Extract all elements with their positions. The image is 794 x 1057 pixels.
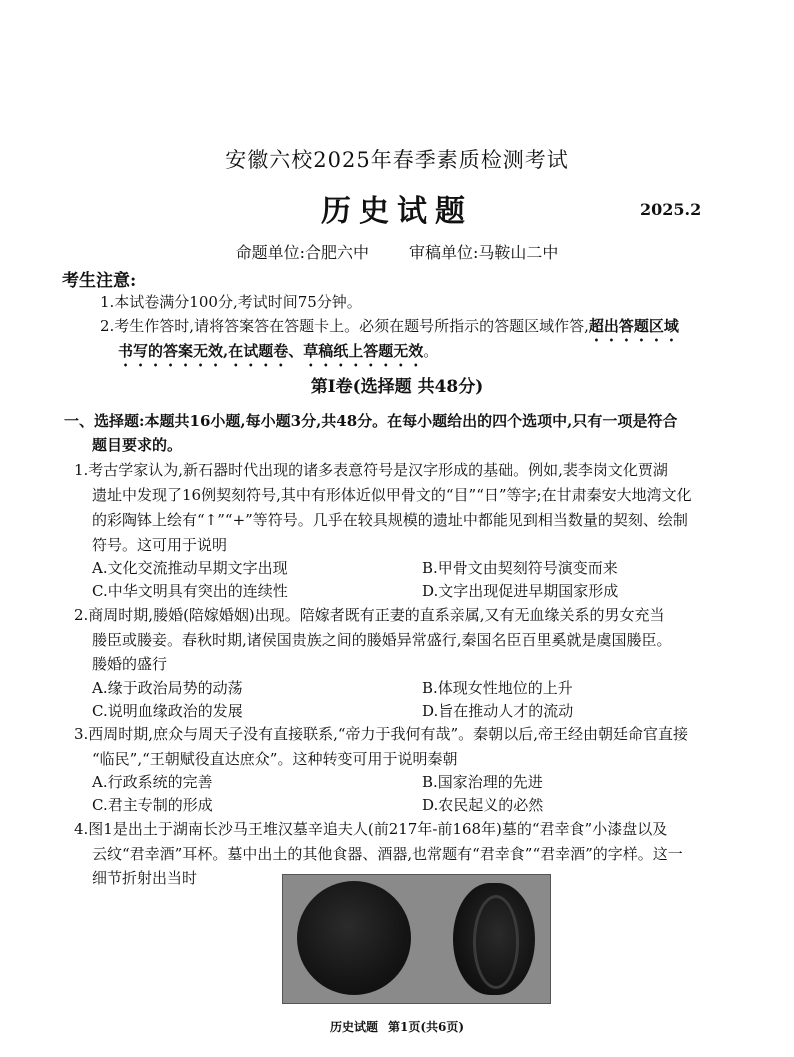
- notice-item-2-end: 。: [423, 342, 439, 360]
- q2-option-c: C.说明血缘政治的发展: [92, 702, 243, 720]
- footer-subject: 历史试题: [329, 1020, 378, 1034]
- q3-option-b: B.国家治理的先进: [422, 773, 543, 791]
- q1-option-b: B.甲骨文由契刻符号演变而来: [422, 559, 618, 577]
- exam-date: 2025.2: [640, 200, 702, 219]
- q4-stem-line-1: 4.图1是出土于湖南长沙马王堆汉墓辛追夫人(前217年-前168年)墓的“君幸食”小漆盘以及: [74, 820, 668, 838]
- q4-stem-line-3: 细节折射出当时: [92, 869, 198, 887]
- exam-title: 历史试题: [321, 194, 473, 229]
- q2-option-d: D.旨在推动人才的流动: [422, 702, 574, 720]
- q3-stem-line-2: “临民”,“王朝赋役直达庶众”。这种转变可用于说明秦朝: [92, 750, 458, 768]
- q3-stem-line-1: 3.西周时期,庶众与周天子没有直接联系,“帝力于我何有哉”。秦朝以后,帝王经由朝廷命官直接: [74, 725, 688, 743]
- notice-item-2-text: 2.考生作答时,请将答案答在答题卡上。必须在题号所指示的答题区域作答,: [100, 317, 589, 335]
- notice-heading: 考生注意:: [62, 271, 137, 291]
- q3-option-d: D.农民起义的必然: [422, 796, 544, 814]
- proposer-unit: 命题单位:合肥六中: [235, 243, 369, 262]
- notice-item-2-emphasis-b: 书写的答案无效,在试题卷、草稿纸上答题无效: [118, 342, 424, 360]
- notice-item-1: 1.本试卷满分100分,考试时间75分钟。: [100, 293, 362, 311]
- page-footer: [0, 1018, 794, 1035]
- q2-stem-line-1: 2.商周时期,媵婚(陪嫁婚姻)出现。陪嫁者既有正妻的直系亲属,又有无血缘关系的男女充当: [74, 606, 665, 624]
- footer-page-number: 第1页(共6页): [387, 1020, 465, 1034]
- figure-lacquerware-photo: [282, 874, 551, 1004]
- lacquer-plate-image: [297, 881, 411, 995]
- q1-stem-line-3: 的彩陶钵上绘有“↑”“+”等符号。几乎在较具规模的遗址中都能见到相当数量的契刻、绘制: [92, 511, 688, 529]
- q1-option-c: C.中华文明具有突出的连续性: [92, 582, 288, 600]
- q2-option-a: A.缘于政治局势的动荡: [92, 679, 243, 697]
- q1-option-d: D.文字出现促进早期国家形成: [422, 582, 619, 600]
- q4-stem-line-2: 云纹“君幸酒”耳杯。墓中出土的其他食器、酒器,也常题有“君幸食”“君幸酒”的字样。这一: [92, 845, 683, 863]
- q2-stem-line-2: 媵臣或媵妾。春秋时期,诸侯国贵族之间的媵婚异常盛行,秦国名臣百里奚就是虞国媵臣。: [92, 631, 672, 649]
- reviewer-unit: 审稿单位:马鞍山二中: [409, 243, 559, 262]
- ear-cup-rim: [473, 895, 519, 989]
- q3-option-a: A.行政系统的完善: [92, 773, 213, 791]
- q2-option-b: B.体现女性地位的上升: [422, 679, 573, 697]
- notice-item-2-cont: [118, 340, 438, 370]
- q1-option-a: A.文化交流推动早期文字出现: [92, 559, 288, 577]
- q1-stem-line-1: 1.考古学家认为,新石器时代出现的诸多表意符号是汉字形成的基础。例如,裴李岗文化贾湖: [74, 461, 668, 479]
- q1-stem-line-4: 符号。这可用于说明: [92, 536, 228, 554]
- q3-option-c: C.君主专制的形成: [92, 796, 213, 814]
- q2-stem-line-3: 媵婚的盛行: [92, 655, 168, 673]
- section-instructions-line-1: 一、选择题:本题共16小题,每小题3分,共48分。在每小题给出的四个选项中,只有一项是符合: [64, 412, 678, 430]
- section-instructions-line-2: 题目要求的。: [92, 436, 183, 454]
- q1-stem-line-2: 遗址中发现了16例契刻符号,其中有形体近似甲骨文的“目”“日”等字;在甘肃秦安大地湾文化: [92, 486, 692, 504]
- exam-subtitle: 安徽六校2025年春季素质检测考试: [225, 148, 569, 172]
- exam-units: [0, 240, 794, 263]
- notice-item-2-emphasis-a: 超出答题区域: [588, 317, 679, 335]
- part-title: 第Ⅰ卷(选择题 共48分): [310, 377, 484, 397]
